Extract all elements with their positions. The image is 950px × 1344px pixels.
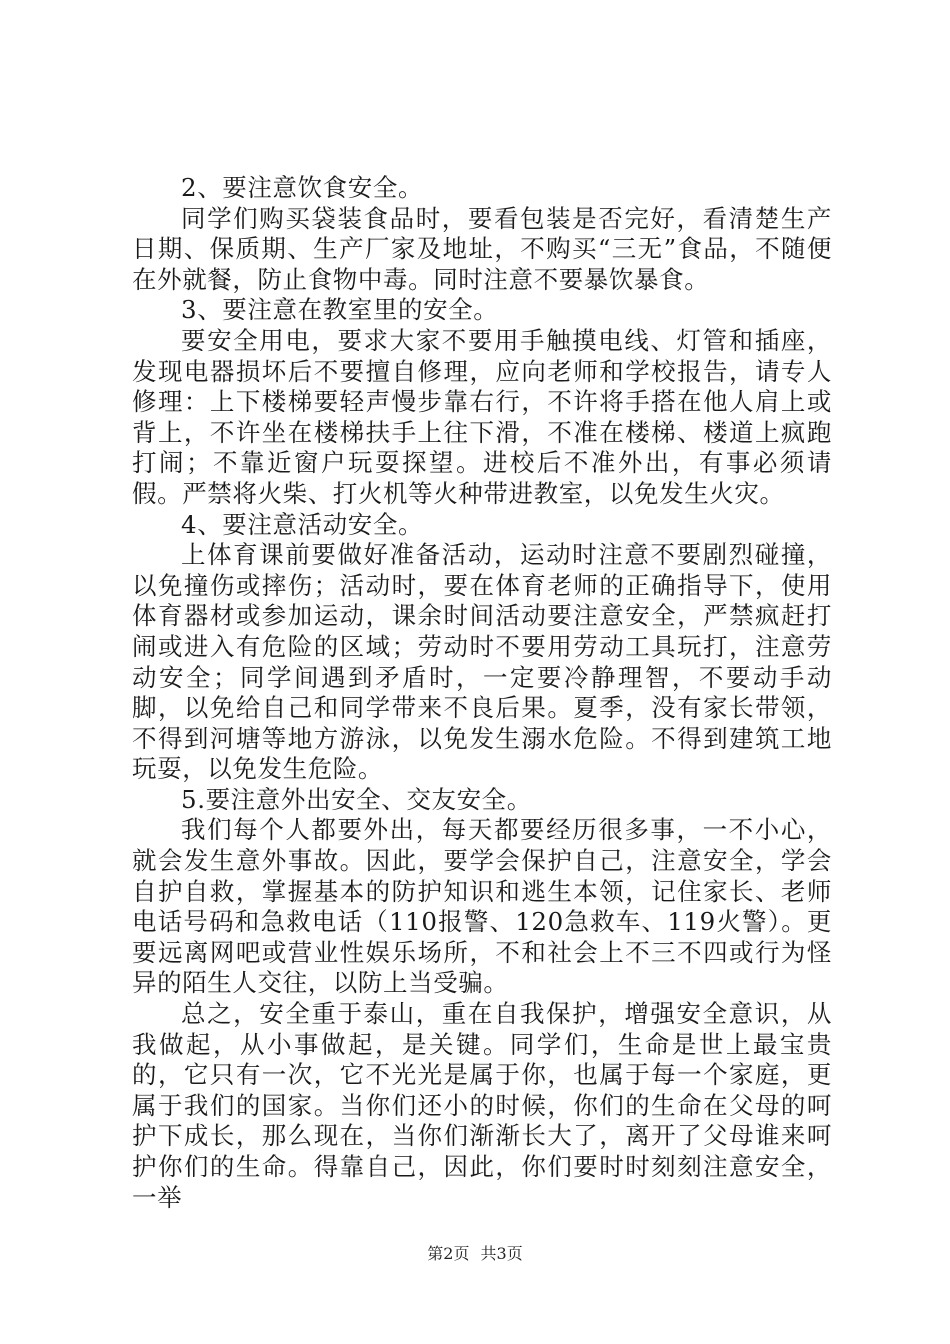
paragraph-classroom: 要安全用电，要求大家不要用手触摸电线、灯管和插座，发现电器损坏后不要擅自修理，应向老师和学校报告，请专人修理：上下楼梯要轻声慢步靠右行，不许将手搭在他人肩上或背上，不许坐在楼梯扶手上往下滑，不准在楼梯、楼道上疯跑打闹；不靠近窗户玩耍探望。进校后不准外出，有事必须请假。严禁将火柴、打火机等火种带进教室，以免发生火灾。	[132, 325, 832, 508]
paragraph-conclusion: 总之，安全重于泰山，重在自我保护，增强安全意识，从我做起，从小事做起，是关键。同学们，生命是世上最宝贵的，它只有一次，它不光光是属于你，也属于每一个家庭，更属于我们的国家。当你们还小的时候，你们的生命在父母的呵护下成长，那么现在，当你们渐渐长大了，离开了父母谁来呵护你们的生命。得靠自己，因此，你们要时时刻刻注意安全，一举	[132, 999, 832, 1212]
section-heading-classroom: 3、要注意在教室里的安全。	[181, 295, 499, 325]
paragraph-outing: 我们每个人都要外出，每天都要经历很多事，一不小心，就会发生意外事故。因此，要学会保护自己，注意安全，学会自护自救，掌握基本的防护知识和逃生本领，记住家长、老师电话号码和急救电话（110报警、120急救车、119火警）。更要远离网吧或营业性娱乐场所，不和社会上不三不四或行为怪异的陌生人交往，以防上当受骗。	[132, 815, 832, 998]
section-heading-activity: 4、要注意活动安全。	[181, 509, 424, 539]
paragraph-diet: 同学们购买袋装食品时，要看包装是否完好，看清楚生产日期、保质期、生产厂家及地址，不购买“三无”食品，不随便在外就餐，防止食物中毒。同时注意不要暴饮暴食。	[132, 203, 832, 294]
page-total: 共3页	[480, 1244, 523, 1263]
section-heading-diet: 2、要注意饮食安全。	[181, 173, 424, 202]
page-footer	[0, 1244, 950, 1264]
section-heading-outing: 5.要注意外出安全、交友安全。	[181, 784, 532, 814]
page-number: 第2页	[427, 1244, 470, 1263]
paragraph-activity: 上体育课前要做好准备活动，运动时注意不要剧烈碰撞，以免撞伤或摔伤；活动时，要在体育老师的正确指导下，使用体育器材或参加运动，课余时间活动要注意安全，严禁疯赶打闹或进入有危险的区域；劳动时不要用劳动工具玩打，注意劳动安全；同学间遇到矛盾时，一定要冷静理智，不要动手动脚，以免给自己和同学带来不良后果。夏季，没有家长带领，不得到河塘等地方游泳，以免发生溺水危险。不得到建筑工地玩耍，以免发生危险。	[132, 540, 832, 784]
document-body	[132, 173, 832, 1213]
